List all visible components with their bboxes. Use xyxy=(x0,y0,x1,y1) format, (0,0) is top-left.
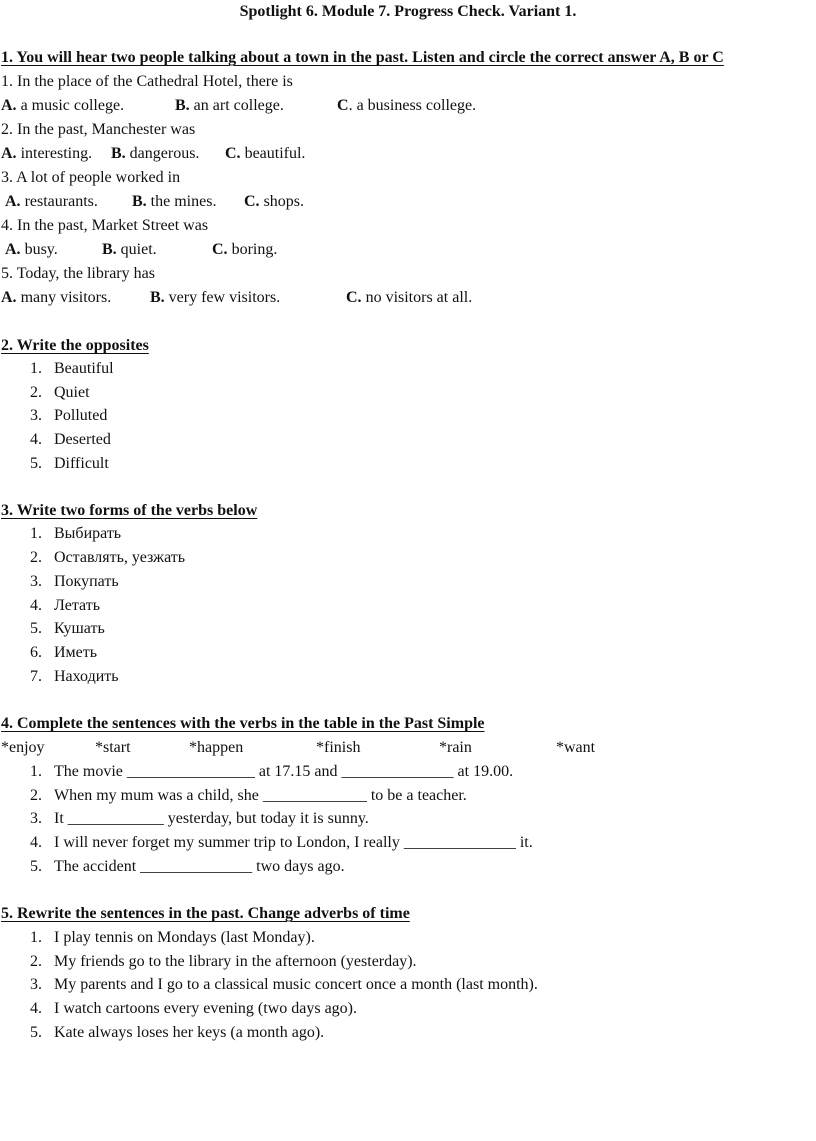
verb-word: *start xyxy=(95,739,131,756)
option-b[interactable]: B. quiet. xyxy=(102,241,157,258)
option-c[interactable]: C. a business college. xyxy=(337,97,477,114)
option-b[interactable]: B. very few visitors. xyxy=(150,289,281,306)
question-2-options xyxy=(1,142,811,166)
question-4-options xyxy=(1,238,811,262)
verb-word: *rain xyxy=(439,739,472,756)
list-item: 4. Deserted xyxy=(30,431,111,448)
option-b[interactable]: B. the mines. xyxy=(132,193,217,210)
option-c[interactable]: C. no visitors at all. xyxy=(346,289,473,306)
list-item: 4. Летать xyxy=(30,597,101,614)
question-1-prompt: 1. In the place of the Cathedral Hotel, there is xyxy=(1,73,293,90)
list-item: 3. It ____________ yesterday, but today it is sunny. xyxy=(30,810,369,827)
question-5-options xyxy=(1,286,811,310)
section-2-heading: 2. Write the opposites xyxy=(1,337,149,354)
list-item: 3. Покупать xyxy=(30,573,119,590)
list-item: 1. I play tennis on Mondays (last Monday). xyxy=(30,929,315,946)
option-b[interactable]: B. dangerous. xyxy=(111,145,200,162)
option-c[interactable]: C. beautiful. xyxy=(225,145,306,162)
verb-word: *finish xyxy=(316,739,361,756)
list-item: 1. Выбирать xyxy=(30,525,122,542)
question-3-options xyxy=(1,190,811,214)
list-item: 7. Находить xyxy=(30,668,119,685)
option-b[interactable]: B. an art college. xyxy=(175,97,284,114)
list-item: 3. Polluted xyxy=(30,407,108,424)
question-1-options xyxy=(1,94,811,118)
list-item: 5. Кушать xyxy=(30,620,105,637)
option-c[interactable]: C. boring. xyxy=(212,241,278,258)
list-item: 2. Quiet xyxy=(30,384,90,401)
verb-word: *want xyxy=(556,739,596,756)
list-item: 2. My friends go to the library in the afternoon (yesterday). xyxy=(30,953,417,970)
verb-word: *happen xyxy=(189,739,244,756)
section-3-heading: 3. Write two forms of the verbs below xyxy=(1,502,258,519)
option-a[interactable]: A. restaurants. xyxy=(5,193,98,210)
list-item: 5. Kate always loses her keys (a month ago). xyxy=(30,1024,325,1041)
list-item: 4. I will never forget my summer trip to London, I really ______________ it. xyxy=(30,834,533,851)
section-5-heading: 5. Rewrite the sentences in the past. Change adverbs of time xyxy=(1,905,410,922)
option-a[interactable]: A. interesting. xyxy=(1,145,93,162)
verb-table xyxy=(1,736,811,760)
list-item: 1. The movie ________________ at 17.15 and ______________ at 19.00. xyxy=(30,763,514,780)
list-item: 4. I watch cartoons every evening (two days ago). xyxy=(30,1000,357,1017)
verb-word: *enjoy xyxy=(1,739,45,756)
list-item: 3. My parents and I go to a classical music concert once a month (last month). xyxy=(30,976,538,993)
page-title: Spotlight 6. Module 7. Progress Check. Variant 1. xyxy=(239,3,577,20)
option-a[interactable]: A. busy. xyxy=(5,241,58,258)
option-a[interactable]: A. many visitors. xyxy=(1,289,112,306)
section-1-heading: 1. You will hear two people talking about a town in the past. Listen and circle the correct answer A, B or C xyxy=(1,49,724,66)
option-a[interactable]: A. a music college. xyxy=(1,97,125,114)
list-item: 6. Иметь xyxy=(30,644,98,661)
list-item: 2. Оставлять, уезжать xyxy=(30,549,186,566)
question-4-prompt: 4. In the past, Market Street was xyxy=(1,217,209,234)
section-4-heading: 4. Complete the sentences with the verbs in the table in the Past Simple xyxy=(1,715,485,732)
question-3-prompt: 3. A lot of people worked in xyxy=(1,169,181,186)
question-5-prompt: 5. Today, the library has xyxy=(1,265,155,282)
list-item: 5. The accident ______________ two days ago. xyxy=(30,858,345,875)
list-item: 2. When my mum was a child, she _____________ to be a teacher. xyxy=(30,787,467,804)
list-item: 1. Beautiful xyxy=(30,360,114,377)
option-c[interactable]: C. shops. xyxy=(244,193,305,210)
question-2-prompt: 2. In the past, Manchester was xyxy=(1,121,196,138)
list-item: 5. Difficult xyxy=(30,455,109,472)
